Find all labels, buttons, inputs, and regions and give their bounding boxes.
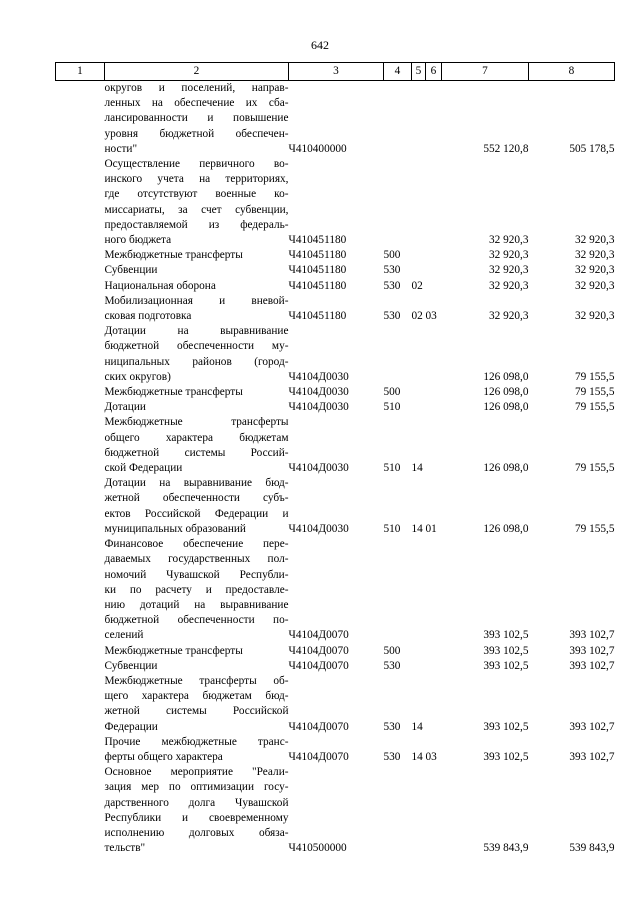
cell-empty <box>56 476 105 537</box>
cell-empty <box>56 765 105 856</box>
row-name-cell <box>105 735 289 765</box>
column-header: 6 <box>426 63 442 81</box>
cell-v8: 79 155,5 <box>574 386 615 399</box>
cell-v7: 126 098,0 <box>483 386 529 399</box>
cell-v8: 393 102,7 <box>569 720 615 733</box>
row-name-line: бюджетной обеспеченности му- <box>104 340 289 353</box>
cell-code: Ч4104Д0070 <box>288 629 349 642</box>
row-name-line: щего характера бюджетам бюд- <box>104 690 289 703</box>
row-name-cell <box>105 294 289 324</box>
row-name-line: миссариаты, за счет субвенции, <box>104 203 289 216</box>
row-name-line: ного бюджета <box>104 234 172 247</box>
cell-vr: 500 <box>383 644 401 657</box>
row-name-line: ских округов) <box>104 370 171 383</box>
cell-pr <box>426 537 442 643</box>
table-row <box>56 157 615 248</box>
cell-empty <box>56 324 105 385</box>
row-name-line: селений <box>104 629 144 642</box>
cell-empty <box>56 81 105 158</box>
row-name-line: лансированности и повышение <box>104 112 289 125</box>
column-header: 3 <box>289 63 384 81</box>
row-name-cell <box>105 644 289 659</box>
cell-code: Ч4104Д0030 <box>288 401 349 414</box>
row-name-line: Дотации <box>104 401 146 414</box>
cell-empty <box>56 400 105 415</box>
row-name-line: Финансовое обеспечение пере- <box>104 538 289 551</box>
cell-pr <box>426 324 442 385</box>
row-name-line: зация мер по оптимизации госу- <box>104 781 289 794</box>
cell-rz <box>412 537 426 643</box>
cell-v8: 79 155,5 <box>574 522 615 535</box>
cell-v8: 393 102,7 <box>569 644 615 657</box>
cell-pr <box>426 385 442 400</box>
cell-rz: 14 <box>411 720 423 733</box>
cell-code: Ч410451180 <box>288 234 347 247</box>
cell-v7: 126 098,0 <box>483 401 529 414</box>
cell-vr <box>384 765 412 856</box>
column-header: 2 <box>105 63 289 81</box>
row-name-cell <box>105 157 289 248</box>
cell-v8: 393 102,7 <box>569 750 615 763</box>
row-name-line: Республики и своевременному <box>104 811 289 824</box>
cell-v8: 393 102,7 <box>569 659 615 672</box>
cell-vr: 530 <box>383 659 401 672</box>
cell-v8: 79 155,5 <box>574 370 615 383</box>
cell-pr <box>426 415 442 476</box>
cell-empty <box>56 659 105 674</box>
cell-v7: 552 120,8 <box>483 142 529 155</box>
cell-v7: 393 102,5 <box>483 629 529 642</box>
row-name-line: дарственного долга Чувашской <box>104 796 289 809</box>
cell-code: Ч410500000 <box>288 842 347 855</box>
cell-v8: 32 920,3 <box>574 264 615 277</box>
table-body <box>56 81 615 857</box>
table-row <box>56 263 615 278</box>
cell-code: Ч4104Д0070 <box>288 659 349 672</box>
cell-v8: 32 920,3 <box>574 234 615 247</box>
cell-rz: 02 <box>411 279 423 292</box>
cell-code: Ч4104Д0070 <box>288 750 349 763</box>
row-name-line: бюджетной системы Россий- <box>104 446 289 459</box>
table-row <box>56 537 615 643</box>
column-header: 8 <box>529 63 615 81</box>
cell-vr: 530 <box>383 720 401 733</box>
row-name-line: тельств" <box>104 842 146 855</box>
cell-v7: 32 920,3 <box>488 279 529 292</box>
row-name-cell <box>105 765 289 856</box>
row-name-line: инского учета на территориях, <box>104 173 289 186</box>
table-row <box>56 81 615 158</box>
row-name-line: Межбюджетные трансферты об- <box>104 674 289 687</box>
table-header-row <box>56 63 615 81</box>
cell-code: Ч4104Д0030 <box>288 386 349 399</box>
table-row <box>56 324 615 385</box>
cell-vr <box>384 81 412 158</box>
row-name-line: бюджетной обеспеченности по- <box>104 614 289 627</box>
cell-pr: 03 <box>425 310 437 323</box>
cell-rz <box>412 263 426 278</box>
table-row <box>56 476 615 537</box>
table-row <box>56 674 615 735</box>
row-name-cell <box>105 400 289 415</box>
row-name-line: Прочие межбюджетные транс- <box>104 735 289 748</box>
row-name-line: ки по расчету и предоставле- <box>104 583 289 596</box>
row-name-line: Дотации на выравнивание <box>104 325 289 338</box>
cell-vr: 510 <box>383 462 401 475</box>
row-name-cell <box>105 248 289 263</box>
row-name-line: Субвенции <box>104 659 158 672</box>
cell-rz <box>412 324 426 385</box>
cell-code: Ч410400000 <box>288 142 347 155</box>
cell-pr: 01 <box>425 522 437 535</box>
row-name-line: Национальная оборона <box>104 279 216 292</box>
row-name-line: предоставляемой из федераль- <box>104 218 289 231</box>
row-name-line: нию дотаций на выравнивание <box>104 598 289 611</box>
row-name-line: Межбюджетные трансферты <box>104 644 243 657</box>
cell-vr: 510 <box>383 522 401 535</box>
table-row <box>56 415 615 476</box>
cell-v7: 393 102,5 <box>483 659 529 672</box>
cell-v8: 79 155,5 <box>574 462 615 475</box>
cell-vr <box>384 537 412 643</box>
row-name-line: уровня бюджетной обеспечен- <box>104 127 289 140</box>
column-header: 4 <box>384 63 412 81</box>
table-row <box>56 400 615 415</box>
row-name-cell <box>105 324 289 385</box>
cell-pr <box>426 765 442 856</box>
cell-v8: 393 102,7 <box>569 629 615 642</box>
row-name-line: жетной системы Российской <box>104 705 289 718</box>
cell-rz: 14 <box>411 522 423 535</box>
cell-v8: 539 843,9 <box>569 842 615 855</box>
cell-rz <box>412 157 426 248</box>
cell-code: Ч4104Д0030 <box>288 462 349 475</box>
cell-pr <box>426 157 442 248</box>
cell-v7: 32 920,3 <box>488 249 529 262</box>
cell-rz <box>412 765 426 856</box>
row-name-cell <box>105 659 289 674</box>
row-name-line: номочий Чувашской Республи- <box>104 568 289 581</box>
cell-vr: 530 <box>383 310 401 323</box>
cell-pr <box>426 263 442 278</box>
cell-empty <box>56 263 105 278</box>
cell-rz <box>412 400 426 415</box>
row-name-cell <box>105 674 289 735</box>
row-name-cell <box>105 263 289 278</box>
cell-v7: 32 920,3 <box>488 264 529 277</box>
cell-vr: 500 <box>383 249 401 262</box>
row-name-line: Межбюджетные трансферты <box>104 386 243 399</box>
row-name-line: Межбюджетные трансферты <box>104 249 243 262</box>
cell-vr: 530 <box>383 279 401 292</box>
row-name-line: ниципальных районов (город- <box>104 355 289 368</box>
table-row <box>56 294 615 324</box>
row-name-line: муниципальных образований <box>104 522 246 535</box>
cell-v8: 32 920,3 <box>574 310 615 323</box>
cell-v8: 79 155,5 <box>574 401 615 414</box>
row-name-line: где отсутствуют военные ко- <box>104 188 289 201</box>
row-name-line: ектов Российской Федерации и <box>104 507 289 520</box>
table-row <box>56 659 615 674</box>
table-row <box>56 385 615 400</box>
cell-empty <box>56 294 105 324</box>
cell-pr <box>426 400 442 415</box>
cell-pr <box>426 81 442 158</box>
cell-code: Ч4104Д0070 <box>288 644 349 657</box>
cell-pr <box>426 644 442 659</box>
cell-v7: 393 102,5 <box>483 750 529 763</box>
row-name-line: исполнению долговых обяза- <box>104 826 289 839</box>
row-name-line: ферты общего характера <box>104 750 223 763</box>
cell-rz: 02 <box>411 310 423 323</box>
column-header: 5 <box>412 63 426 81</box>
cell-rz <box>412 248 426 263</box>
row-name-line: ности" <box>104 142 138 155</box>
cell-v7: 32 920,3 <box>488 310 529 323</box>
cell-rz: 14 <box>411 462 423 475</box>
cell-vr: 530 <box>383 750 401 763</box>
cell-v8: 505 178,5 <box>569 142 615 155</box>
cell-pr <box>426 659 442 674</box>
row-name-line: жетной обеспеченности субъ- <box>104 492 289 505</box>
row-name-line: округов и поселений, направ- <box>104 82 289 94</box>
cell-pr <box>426 279 442 294</box>
cell-code: Ч410451180 <box>288 249 347 262</box>
cell-vr <box>384 157 412 248</box>
row-name-line: Мобилизационная и вневой- <box>104 294 289 307</box>
row-name-cell <box>105 537 289 643</box>
cell-empty <box>56 644 105 659</box>
table-row <box>56 735 615 765</box>
row-name-cell <box>105 81 289 158</box>
cell-empty <box>56 735 105 765</box>
cell-code: Ч410451180 <box>288 310 347 323</box>
cell-pr: 03 <box>425 750 437 763</box>
table-row <box>56 248 615 263</box>
row-name-line: ленных на обеспечение их сба- <box>104 97 289 110</box>
row-name-cell <box>105 279 289 294</box>
cell-v7: 393 102,5 <box>483 720 529 733</box>
cell-empty <box>56 415 105 476</box>
cell-rz <box>412 659 426 674</box>
cell-empty <box>56 385 105 400</box>
column-header: 1 <box>56 63 105 81</box>
cell-v7: 126 098,0 <box>483 462 529 475</box>
row-name-line: Дотации на выравнивание бюд- <box>104 477 289 490</box>
row-name-line: общего характера бюджетам <box>104 431 289 444</box>
cell-vr: 500 <box>383 386 401 399</box>
cell-vr <box>384 324 412 385</box>
table-row <box>56 644 615 659</box>
row-name-cell <box>105 415 289 476</box>
cell-v7: 126 098,0 <box>483 522 529 535</box>
cell-rz <box>412 385 426 400</box>
cell-v7: 126 098,0 <box>483 370 529 383</box>
row-name-line: Межбюджетные трансферты <box>104 416 289 429</box>
cell-pr <box>426 674 442 735</box>
cell-rz <box>412 644 426 659</box>
page-number: 642 <box>311 38 329 52</box>
cell-empty <box>56 279 105 294</box>
cell-rz: 14 <box>411 750 423 763</box>
row-name-line: сковая подготовка <box>104 310 192 323</box>
row-name-cell <box>105 385 289 400</box>
cell-empty <box>56 674 105 735</box>
row-name-cell <box>105 476 289 537</box>
cell-vr: 530 <box>383 264 401 277</box>
budget-table <box>55 62 615 856</box>
cell-empty <box>56 248 105 263</box>
cell-code: Ч4104Д0030 <box>288 522 349 535</box>
cell-code: Ч410451180 <box>288 264 347 277</box>
cell-empty <box>56 157 105 248</box>
cell-v8: 32 920,3 <box>574 249 615 262</box>
table-row <box>56 279 615 294</box>
cell-code: Ч4104Д0070 <box>288 720 349 733</box>
cell-v7: 32 920,3 <box>488 234 529 247</box>
cell-code: Ч4104Д0030 <box>288 370 349 383</box>
cell-code: Ч410451180 <box>288 279 347 292</box>
row-name-line: даваемых государственных пол- <box>104 553 289 566</box>
row-name-line: ской Федерации <box>104 462 183 475</box>
column-header: 7 <box>442 63 529 81</box>
cell-pr <box>426 248 442 263</box>
row-name-line: Субвенции <box>104 264 158 277</box>
table-row <box>56 765 615 856</box>
cell-v8: 32 920,3 <box>574 279 615 292</box>
cell-v7: 539 843,9 <box>483 842 529 855</box>
cell-empty <box>56 537 105 643</box>
cell-v7: 393 102,5 <box>483 644 529 657</box>
cell-rz <box>412 81 426 158</box>
row-name-line: Основное мероприятие "Реали- <box>104 766 289 779</box>
row-name-line: Федерации <box>104 720 158 733</box>
cell-vr: 510 <box>383 401 401 414</box>
row-name-line: Осуществление первичного во- <box>104 158 289 171</box>
